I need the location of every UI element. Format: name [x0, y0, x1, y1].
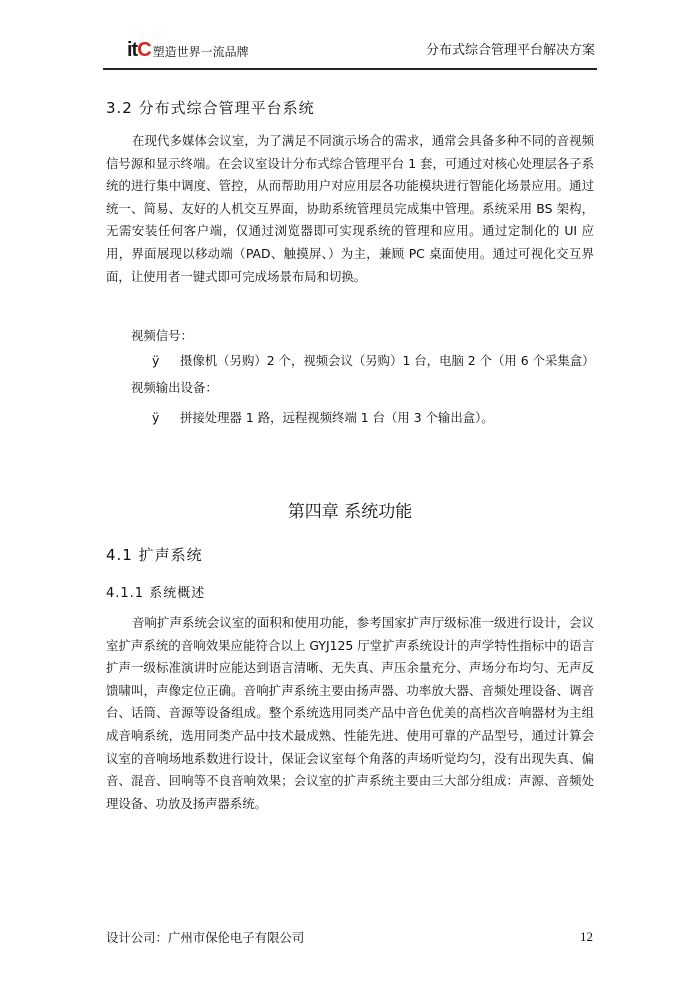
- bullet-marker: ÿ: [152, 353, 160, 368]
- section-4-1-1-heading: 4.1.1 系统概述: [106, 586, 206, 601]
- section-3-2-paragraph: 在现代多媒体会议室，为了满足不同演示场合的需求，通常会具备多种不同的音视频信号源和显示终端。在会议室设计分布式综合管理平台 1 套，可通过对核心处理层各子系统的进行集中调度、管控，从而帮助用户对应用层各功能模块进行智能化场景应用。通过统一、简易、友好的人机交互界面，协助系统管理员完成集中管理。系统采用 BS 架构，无需安装任何客户端，仅通过浏览器即可实现系统的管理和应用。通过定制化的 UI 应用，界面展现以移动端（PAD、触摸屏、）为主，兼顾 PC 桌面使用。通过可视化交互界面，让使用者一键式即可完成场景布局和切换。: [106, 133, 594, 284]
- chapter-title: 第四章 系统功能: [287, 502, 413, 522]
- video-output-bullet: [152, 409, 494, 427]
- bullet-marker: ÿ: [152, 410, 160, 425]
- document-title: 分布式综合管理平台解决方案: [425, 43, 595, 58]
- section-4-1-1-paragraph: 音响扩声系统会议室的面积和使用功能，参考国家扩声厅级标准一级进行设计，会议室扩声系统的音响效果应能符合以上 GYJ125 厅堂扩声系统设计的声学特性指标中的语言扩声一级标准演讲时应能达到语言清晰、无失真、声压余量充分、声场分布均匀、无声反馈啸叫，声像定位正确。音响扩声系统主要由扬声器、功率放大器、音频处理设备、调音台、话筒、音源等设备组成。整个系统选用同类产品中音色优美的高档次音响器材为主组成音响系统，选用同类产品中技术最成熟、性能先进、使用可靠的产品型号，通过计算会议室的音响场地系数进行设计，保证会议室每个角落的声场听觉均匀，没有出现失真、偏音、混音、回响等不良音响效果；会议室的扩声系统主要由三大部分组成：声源、音频处理设备、功放及扬声器系统。: [106, 615, 594, 811]
- brand: [127, 36, 249, 60]
- brand-slogan: 塑造世界一流品牌: [152, 45, 249, 59]
- video-signal-bullet: [152, 352, 595, 370]
- footer-company: 设计公司：广州市保伦电子有限公司: [106, 930, 305, 945]
- video-output-item: 拼接处理器 1 路，远程视频终端 1 台（用 3 个输出盒）。: [180, 410, 494, 425]
- video-signal-item: 摄像机（另购）2 个，视频会议（另购）1 台，电脑 2 个（用 6 个采集盒）: [180, 353, 595, 368]
- section-4-1-heading: 4.1 扩声系统: [106, 546, 203, 564]
- video-output-label: 视频输出设备：: [131, 380, 218, 395]
- video-signal-label: 视频信号：: [131, 328, 193, 343]
- page-header: [103, 30, 597, 70]
- page-number: 12: [580, 929, 593, 944]
- section-3-2-heading: 3.2 分布式综合管理平台系统: [106, 99, 315, 117]
- itc-logo: itC: [127, 39, 151, 61]
